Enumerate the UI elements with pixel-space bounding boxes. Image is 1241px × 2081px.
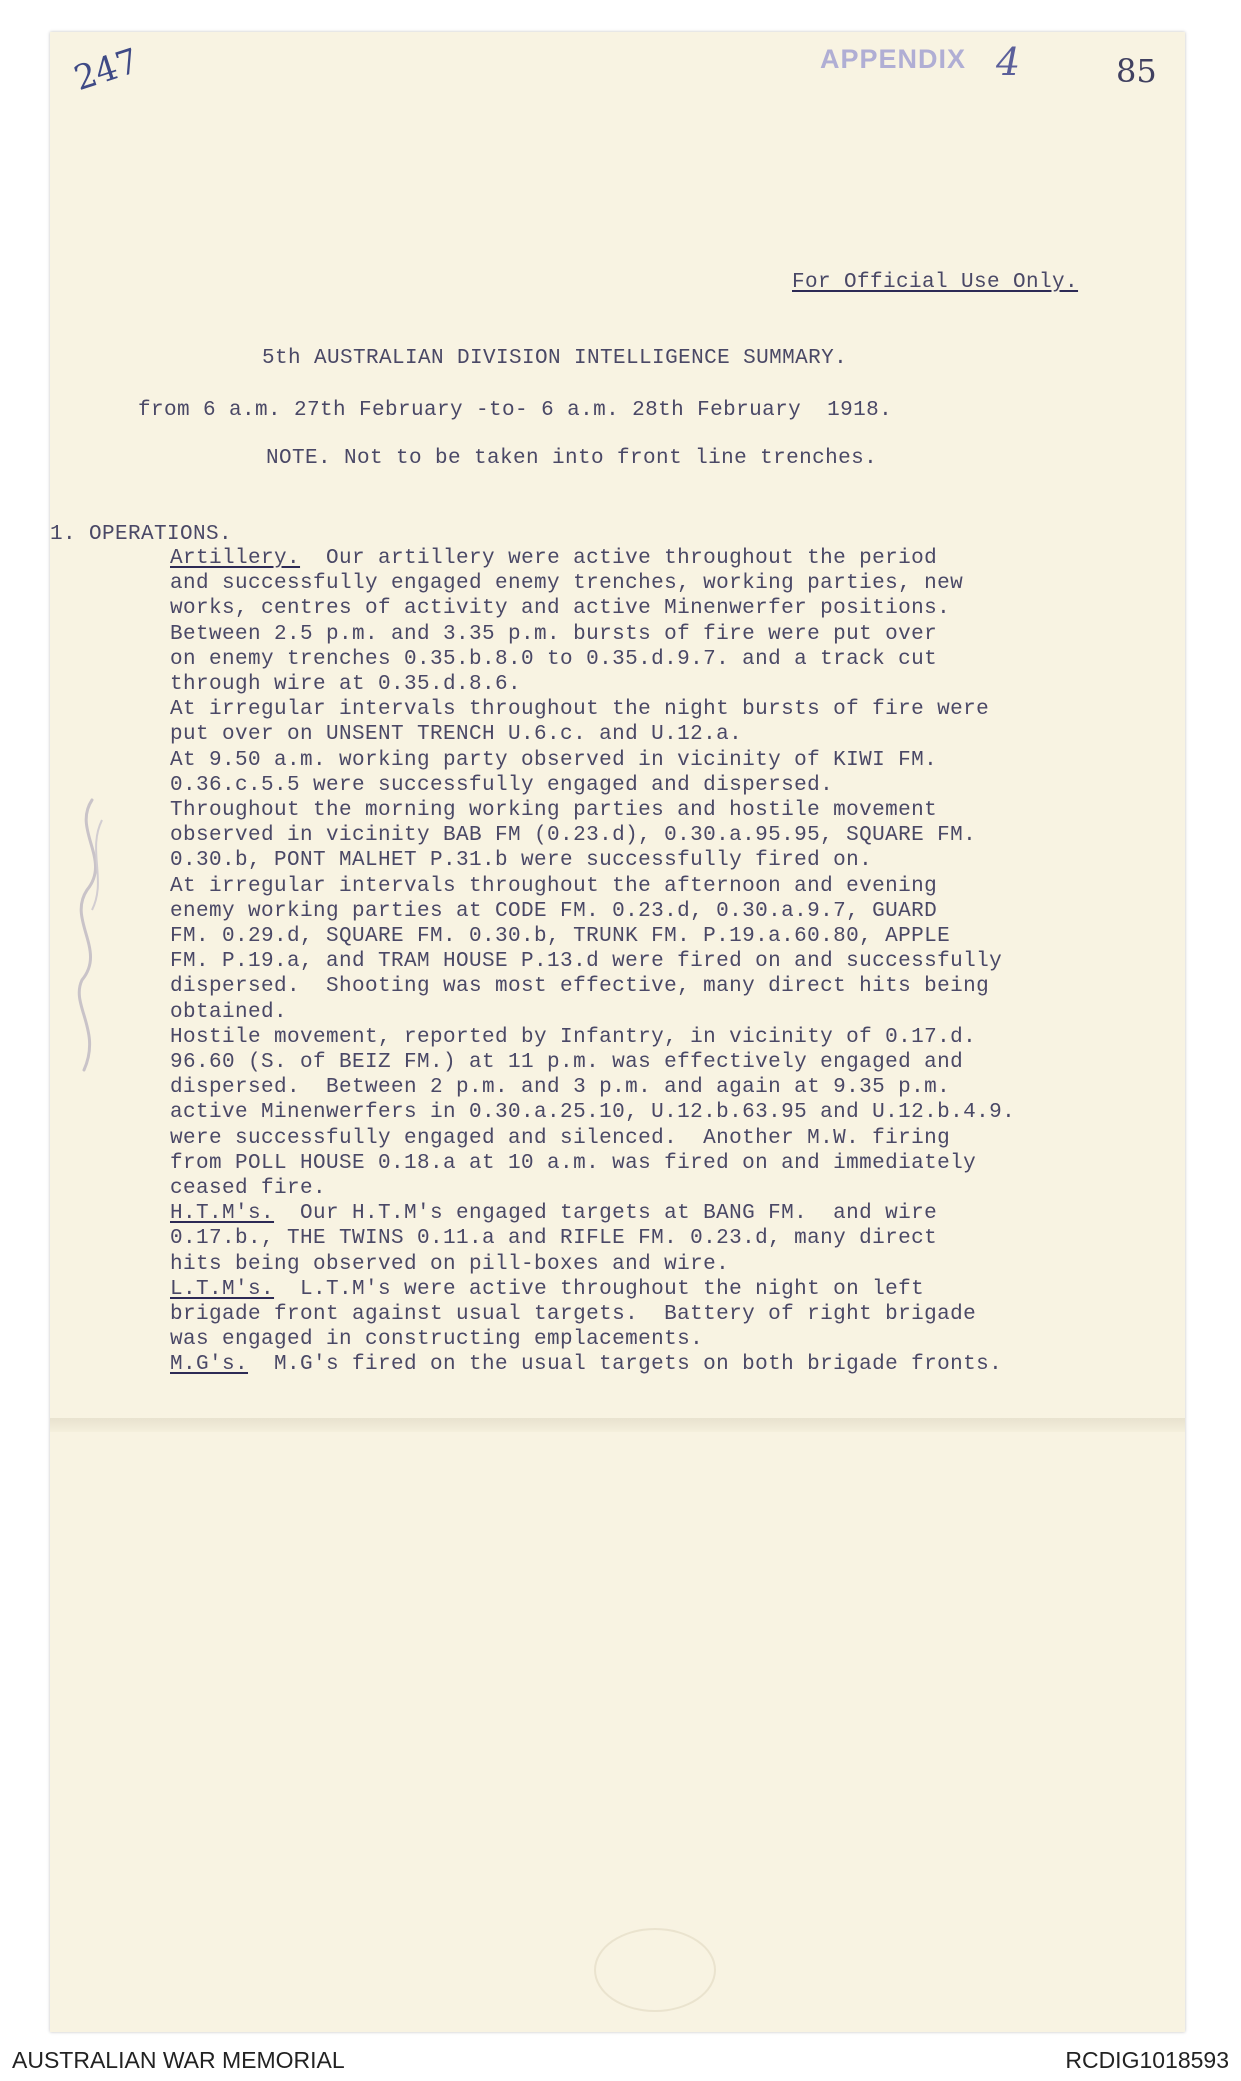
body-text: through wire at 0.35.d.8.6.: [170, 673, 522, 696]
page-fold: [50, 1418, 1185, 1432]
body-text: 0.36.c.5.5 were successfully engaged and dispersed.: [170, 773, 834, 797]
body-text: from POLL HOUSE 0.18.a at 10 a.m. was fired on and immediately: [170, 1151, 977, 1175]
body-line: [170, 926, 950, 947]
body-text: Throughout the morning working parties and hostile movement: [170, 799, 938, 822]
body-text: ceased fire.: [170, 1177, 327, 1200]
footer-record-id: RCDIG1018593: [1065, 2047, 1229, 2073]
body-line: [170, 876, 937, 897]
document-note: NOTE. Not to be taken into front line trenches.: [266, 447, 878, 470]
body-line: [170, 1178, 326, 1199]
body-line: [170, 624, 937, 645]
body-text: 0.17.b., THE TWINS 0.11.a and RIFLE FM. 0.23.d, many direct: [170, 1227, 938, 1251]
body-text: hits being observed on pill-boxes and wire.: [170, 1252, 730, 1276]
body-line: [170, 901, 937, 922]
body-line: [170, 1254, 729, 1275]
body-line: [170, 1304, 976, 1325]
body-line: [170, 674, 521, 695]
body-text: L.T.M's were active throughout the night on left: [274, 1277, 925, 1301]
body-text: M.G's fired on the usual targets on both brigade fronts.: [248, 1353, 1003, 1377]
footer-archive-name: AUSTRALIAN WAR MEMORIAL: [12, 2047, 345, 2073]
body-line: [170, 825, 976, 846]
section-heading-operations: 1. OPERATIONS.: [50, 523, 233, 546]
body-line: [170, 548, 937, 569]
body-line: [170, 1102, 1015, 1123]
body-line: [170, 800, 937, 821]
body-line: [170, 1354, 1002, 1375]
embossed-seal: [594, 1928, 716, 2012]
body-line: [170, 1228, 937, 1249]
body-text: At 9.50 a.m. working party observed in vicinity of KIWI FM.: [170, 748, 938, 772]
body-line: [170, 649, 937, 670]
body-line: [170, 724, 742, 745]
body-line: [170, 1153, 976, 1174]
subsection-heading: Artillery.: [170, 547, 301, 570]
body-text: observed in vicinity BAB FM (0.23.d), 0.30.a.95.95, SQUARE FM.: [170, 824, 977, 848]
body-text: works, centres of activity and active Minenwerfer positions.: [170, 597, 951, 621]
subsection-heading: M.G's.: [170, 1353, 249, 1377]
margin-scribble: [62, 790, 122, 1080]
body-line: [170, 1128, 950, 1149]
subsection-heading: L.T.M's.: [170, 1277, 275, 1301]
folio-number-handwritten: 247: [69, 40, 144, 100]
body-text: At irregular intervals throughout the night bursts of fire were: [170, 698, 990, 722]
body-text: brigade front against usual targets. Battery of right brigade: [170, 1303, 977, 1326]
body-text: FM. 0.29.d, SQUARE FM. 0.30.b, TRUNK FM. P.19.a.60.80, APPLE: [170, 925, 951, 948]
body-line: [170, 1077, 950, 1098]
classification-label: For Official Use Only.: [792, 271, 1079, 294]
body-text: enemy working parties at CODE FM. 0.23.d, 0.30.a.9.7, GUARD: [170, 899, 938, 923]
document-title: 5th AUSTRALIAN DIVISION INTELLIGENCE SUMMARY.: [262, 347, 848, 370]
body-line: [170, 1027, 976, 1048]
body-text: Hostile movement, reported by Infantry, in vicinity of 0.17.d.: [170, 1025, 977, 1049]
body-line: [170, 1279, 924, 1300]
appendix-stamp: APPENDIX: [820, 44, 967, 74]
body-line: [170, 1002, 287, 1023]
body-text: Our H.T.M's engaged targets at BANG FM. and wire: [274, 1202, 938, 1226]
body-text: FM. P.19.a, and TRAM HOUSE P.13.d were fired on and successfully: [170, 950, 1003, 974]
page-number: 85: [1116, 52, 1157, 90]
document-period: from 6 a.m. 27th February -to- 6 a.m. 28th February 1918.: [138, 399, 893, 422]
body-text: and successfully engaged enemy trenches, working parties, new: [170, 572, 964, 596]
body-text: dispersed. Shooting was most effective, many direct hits being: [170, 975, 990, 999]
body-text: 0.30.b, PONT MALHET P.31.b were successfully fired on.: [170, 849, 873, 873]
body-line: [170, 699, 989, 720]
body-text: Between 2.5 p.m. and 3.35 p.m. bursts of fire were put over: [170, 622, 938, 646]
body-text: obtained.: [170, 1000, 288, 1024]
body-text: 96.60 (S. of BEIZ FM.) at 11 p.m. was effectively engaged and: [170, 1051, 964, 1074]
body-line: [170, 573, 963, 594]
body-line: [170, 598, 950, 619]
body-text: dispersed. Between 2 p.m. and 3 p.m. and again at 9.35 p.m.: [170, 1076, 951, 1100]
appendix-number-handwritten: 4: [996, 40, 1021, 84]
body-line: [170, 850, 872, 871]
body-text: on enemy trenches 0.35.b.8.0 to 0.35.d.9.7. and a track cut: [170, 647, 938, 671]
body-line: [170, 775, 833, 796]
body-line: [170, 750, 937, 771]
body-line: [170, 951, 1002, 972]
body-text: active Minenwerfers in 0.30.a.25.10, U.12.b.63.95 and U.12.b.4.9.: [170, 1101, 1016, 1125]
body-text: Our artillery were active throughout the period: [300, 547, 938, 570]
body-line: [170, 1203, 937, 1224]
body-line: [170, 1329, 703, 1350]
body-text: was engaged in constructing emplacements.: [170, 1328, 704, 1352]
body-text: were successfully engaged and silenced. Another M.W. firing: [170, 1126, 951, 1150]
body-text: put over on UNSENT TRENCH U.6.c. and U.12.a.: [170, 723, 743, 747]
body-line: [170, 976, 989, 997]
body-text: At irregular intervals throughout the afternoon and evening: [170, 874, 938, 898]
body-line: [170, 1052, 963, 1073]
subsection-heading: H.T.M's.: [170, 1202, 275, 1226]
